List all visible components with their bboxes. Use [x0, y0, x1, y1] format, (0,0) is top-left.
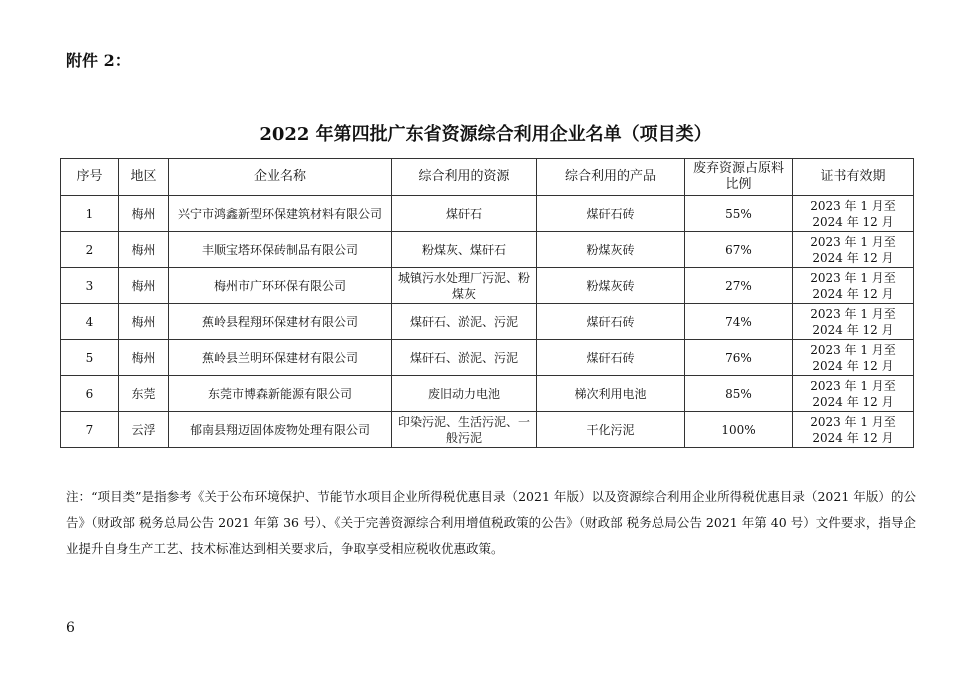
cell-product: 粉煤灰砖: [537, 268, 685, 304]
cell-product: 煤矸石砖: [537, 196, 685, 232]
cell-company: 兴宁市鸿鑫新型环保建筑材料有限公司: [169, 196, 392, 232]
cell-validity: 2023 年 1 月至 2024 年 12 月: [793, 376, 914, 412]
cell-ratio: 100%: [685, 412, 793, 448]
cell-index: 7: [61, 412, 119, 448]
cell-ratio: 85%: [685, 376, 793, 412]
table-row: [61, 412, 914, 448]
cell-product: 粉煤灰砖: [537, 232, 685, 268]
cell-resource: 煤矸石: [392, 196, 537, 232]
header-index: 序号: [61, 159, 119, 196]
table-row: [61, 304, 914, 340]
table-header-row: [61, 159, 914, 196]
attachment-label: 附件 2：: [66, 51, 131, 70]
cell-region: 东莞: [119, 376, 169, 412]
cell-index: 4: [61, 304, 119, 340]
cell-region: 云浮: [119, 412, 169, 448]
cell-company: 丰顺宝塔环保砖制品有限公司: [169, 232, 392, 268]
header-resource: 综合利用的资源: [392, 159, 537, 196]
cell-index: 6: [61, 376, 119, 412]
cell-index: 2: [61, 232, 119, 268]
cell-resource: 印染污泥、生活污泥、一般污泥: [392, 412, 537, 448]
table-row: [61, 268, 914, 304]
cell-index: 5: [61, 340, 119, 376]
cell-company: 蕉岭县程翔环保建材有限公司: [169, 304, 392, 340]
cell-ratio: 67%: [685, 232, 793, 268]
cell-product: 煤矸石砖: [537, 304, 685, 340]
cell-validity: 2023 年 1 月至 2024 年 12 月: [793, 268, 914, 304]
cell-ratio: 27%: [685, 268, 793, 304]
cell-region: 梅州: [119, 268, 169, 304]
header-region: 地区: [119, 159, 169, 196]
cell-validity: 2023 年 1 月至 2024 年 12 月: [793, 340, 914, 376]
cell-company: 蕉岭县兰明环保建材有限公司: [169, 340, 392, 376]
cell-validity: 2023 年 1 月至 2024 年 12 月: [793, 304, 914, 340]
header-validity: 证书有效期: [793, 159, 914, 196]
cell-region: 梅州: [119, 340, 169, 376]
cell-resource: 粉煤灰、煤矸石: [392, 232, 537, 268]
table-row: [61, 196, 914, 232]
footnote: 注：“项目类”是指参考《关于公布环境保护、节能节水项目企业所得税优惠目录（2021 年版）以及资源综合利用企业所得税优惠目录（2021 年版）的公告》（财政部 税务总局公告 2021 年第 36 号）、《关于完善资源综合利用增值税政策的公告》（财政部 税务总局公告 2021 年第 40 号）文件要求，指导企业提升自身生产工艺、技术标准达到相关要求后，争取享受相应税收优惠政策。: [66, 489, 916, 556]
cell-validity: 2023 年 1 月至 2024 年 12 月: [793, 232, 914, 268]
page-number: 6: [66, 620, 75, 636]
header-ratio: 废弃资源占原料比例: [685, 159, 793, 196]
cell-ratio: 76%: [685, 340, 793, 376]
table-row: [61, 232, 914, 268]
cell-validity: 2023 年 1 月至 2024 年 12 月: [793, 196, 914, 232]
cell-resource: 煤矸石、淤泥、污泥: [392, 304, 537, 340]
cell-product: 干化污泥: [537, 412, 685, 448]
cell-resource: 城镇污水处理厂污泥、粉煤灰: [392, 268, 537, 304]
cell-region: 梅州: [119, 232, 169, 268]
header-company: 企业名称: [169, 159, 392, 196]
cell-index: 3: [61, 268, 119, 304]
cell-ratio: 74%: [685, 304, 793, 340]
cell-product: 梯次利用电池: [537, 376, 685, 412]
cell-company: 梅州市广环环保有限公司: [169, 268, 392, 304]
cell-company: 郁南县翔迈固体废物处理有限公司: [169, 412, 392, 448]
cell-resource: 废旧动力电池: [392, 376, 537, 412]
cell-index: 1: [61, 196, 119, 232]
cell-validity: 2023 年 1 月至 2024 年 12 月: [793, 412, 914, 448]
table-row: [61, 376, 914, 412]
cell-company: 东莞市博森新能源有限公司: [169, 376, 392, 412]
table-row: [61, 340, 914, 376]
cell-region: 梅州: [119, 196, 169, 232]
document-title: 2022 年第四批广东省资源综合利用企业名单（项目类）: [259, 124, 712, 145]
cell-product: 煤矸石砖: [537, 340, 685, 376]
cell-ratio: 55%: [685, 196, 793, 232]
header-product: 综合利用的产品: [537, 159, 685, 196]
cell-resource: 煤矸石、淤泥、污泥: [392, 340, 537, 376]
cell-region: 梅州: [119, 304, 169, 340]
enterprise-table: [60, 158, 914, 448]
